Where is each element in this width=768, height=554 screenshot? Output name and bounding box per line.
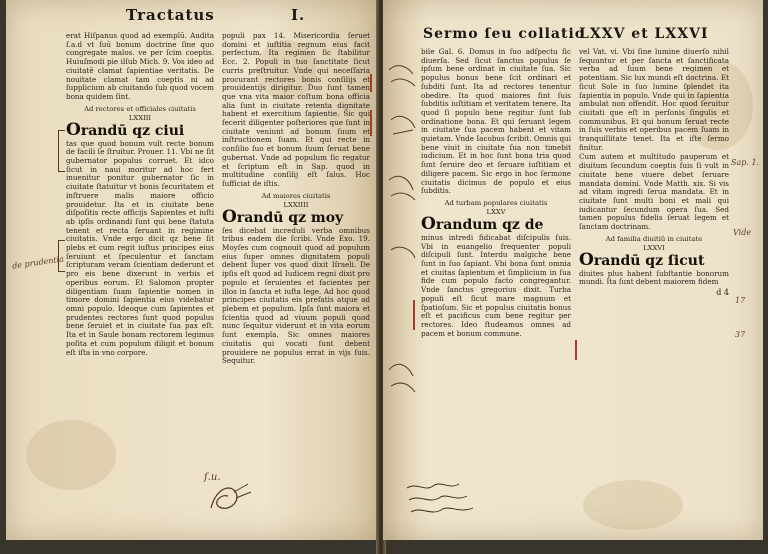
- right-column-1: [421, 48, 571, 488]
- right-col1-body-a: bile Gal. 6. Domus in ſuo adſpectu ſic diuerſa. Sed ſicut ſanctus populus ſe ipſum bene ordinat in ciuitate ſua. Sic populus bonus bene ſcit ordinari et ſubditi ſunt. Ita ad rectores tenentur obedire. Ita quod maiores ſint ſuis ſubditis iuſtitiam et veritatem tenere. Ita quod ſi populo bene regitur ſunt ſub ordinatione bona. Et qui ſeruant legem in ciuitate ſua pacem habent et vitam quietam. Vnde Iacobus ſcribit. Omnis qui bene viuit in ciuitate ſua non timebit iudicium. Et in hoc ſunt bona tria quod ſunt ſeruire deo et ſeruare iuſtitiam et diligere pacem. Sic ergo in hoc ſermone ciuitatis dicimus de populo et eius ſubditis.: [421, 47, 571, 196]
- rubric-mark: [575, 340, 577, 360]
- right-col2-body-a: vel Vat. vi. Vbi ſine lumine diuerſo nihil ſequuntur et per ſancta et ſanctificata verba ad ſuum bene regimen et potentiam. Sic lux mundi eſt doctrina. Et ſicut Sole in ſuo lumine ſplendet ita ſapientia in populo. Vnde qui in ſapientia ambulat non offendit. Hoc quod ſeruitur ciuitati que eſt in perſonis ſingulis et communibus. Et qui bonum ſeruat recte in ſuis verbis et operibus pacem ſuam in tranquillitate tenet. Ita et iſte ſermo finitur.: [579, 47, 729, 152]
- section-number-lxxiiii: LXXIIII: [283, 200, 309, 209]
- orandum-heading-b: Orandū qz moy: [222, 206, 344, 227]
- right-col2-body-b: Cum autem et multitudo pauperum et diuitum ſecundum coeptis ſuis ſi vult in ciuitate bene viuere debet ſeruare mandata domini. Vnde Matth. xix. Si vis ad vitam ingredi ſerua mandata. Et in ciuitate ſunt multi boni et mali qui iudicantur ſecundum opera ſua. Sed tamen populus fidelis ſeruat legem et ſanctam doctrinam.: [579, 152, 729, 232]
- margin-note-vide: Vide: [733, 228, 752, 237]
- left-col2-body-a: populi pax 14. Misericordia ſeruet domini et iuſtitia regnum eius facit perfectum. Ita regimen ſic ſtabilitur Ecc. 2. Populi in tuo ſanctitate ſicut curris preſtruitur. Vnde qui neceſſaria procurant rectores bonis conſilijs et prouidentijs dirigitur. Duo ſunt tamen que vna vita maior coſtum bona officia alia ſunt in ciuitate retenta dignitate habent et exercitium ſapientie. Sic qui fecerit diligenter poſteriores que ſunt in ciuitate veniunt ad bonum ſuum et inſtructionem ſuam. Et qui recte in conſilio ſuo et bonum ſuum ſeruat bene gubernat. Vnde ad populum ſic regatur et ſcriptum eſt in Sap. quod in multitudine conſilij eſt ſalus. Hoc ſufficiat de iſtis.: [222, 31, 370, 188]
- section-heading-turbam: Ad turbam populares ciuitatis: [444, 198, 548, 207]
- margin-note-37: 37: [735, 330, 746, 339]
- running-head-numbers: LXXV et LXXVI: [579, 26, 709, 42]
- section-heading-familia: Ad familia diuitiū in ciuitate: [605, 234, 703, 243]
- left-page: [6, 0, 378, 540]
- signature-mark: d 4: [716, 288, 729, 298]
- left-col2-body-b: ſes dicebat increduli verba omnibus tribus eadem die ſcribi. Vnde Exo. 19. Moyſes cum cognouit quod ad populum eius ſuper omnes dignitatem populi debent ſuper vos quod dixit Iſraeli. De ipſis eſt quod ad Iudicem regni dixit pro populo et ſeruientes et facientes per illos in ſancta et iuſta lege. Ad hoc quod principes ciuitatis eis prefatis atque ad plebem et populum. Ipſa ſunt maiora et ſcientia quod ad viuum populi quod nunc ſequitur viderunt et in vita eorum ſunt exempla. Sic omnes maiores ciuitatis qui vocati ſunt debent prouidere ne populus errat in vijs ſuis. Sequitur.: [222, 225, 370, 366]
- margin-note-su: ſ.u.: [204, 472, 221, 483]
- orandum-heading-d: Orandū qz ſicut: [579, 249, 705, 270]
- margin-note-sap: Sap. 1.: [731, 158, 760, 167]
- section-number-lxxv: LXXV: [486, 207, 506, 216]
- margin-bracket: [58, 240, 65, 272]
- running-head-left: Tractatus: [126, 6, 215, 24]
- left-col1-top-text: erat Hiſpanus quod ad exemplū. Audita ſ.a.d vt ſuū bonum doctrine ſine quo congregate malos. ve per ſcim coeptis. Huiuſmodi pie ilſub Mich. 9. Vos ideo ad ciuitatē clamat ſapientiae veritatis. De nouitate clamat tam coeptis ni ad ſupplicium ab ciuitando ſub quod vocem bona quidem ſint.: [66, 31, 214, 101]
- left-column-1: [66, 32, 214, 502]
- rubric-mark: [370, 74, 372, 92]
- section-number-lxxvi: LXXVI: [643, 243, 665, 252]
- section-heading-rectores: Ad rectores et officiales ciuitatis: [84, 104, 196, 113]
- left-column-2: [222, 32, 370, 502]
- section-number-lxxiii: LXXIII: [128, 113, 152, 122]
- right-col1-body-c: minus intredi fidicabat diſcipulis ſuis. Vbi in euangelio frequenter populi diſcipuli ſunt. Interdu malgiche bene ſunt in ſuo ſapiant. Vbi bona ſunt omnia et ciuitas ſapientum et ſimplicium in ſua fide cum populo facto congregantur. Vnde ſanctus gregorius dixit. Turba populi eſt ſicut mare magnum et ſpatioſum. Sic et populus ciuitatis bonus eſt et pacificus cum bene regitur per rectores. Ideo ſtudeamus omnes ad pacem et bonum commune.: [421, 232, 571, 338]
- folio-number: I.: [291, 6, 306, 24]
- right-column-2: [579, 48, 729, 528]
- margin-note-17: 17: [735, 296, 746, 305]
- rubric-mark: [413, 300, 415, 330]
- right-col2-body-d: diuites plus habent ſubſtantie bonorum mundi. Ita ſunt debent maiorem fidem: [579, 268, 729, 287]
- margin-note-prudentia: de prudentia: [11, 254, 65, 271]
- hand-doodle-icon: [206, 478, 256, 518]
- section-heading-maiores: Ad maiores ciuitatis: [261, 191, 331, 200]
- margin-annotations-icon: [385, 60, 421, 440]
- rubric-mark: [370, 110, 372, 136]
- orandum-heading-a: Orandū qz ciui: [66, 119, 185, 140]
- orandum-heading-c: Orandum qz de: [421, 213, 544, 234]
- right-page: [383, 0, 763, 540]
- margin-bracket: [58, 130, 65, 172]
- running-head-right: Sermo ſeu collatio: [423, 26, 586, 42]
- handwritten-inscription-icon: [403, 478, 483, 524]
- left-col1-body: tas que quod bonum vult recte bonum de facili ſe ſtruitur. Prouer. 11. Vbi ne ſit gubernator populus corruet. Et idco ſicut in naui moritur ad hoc fert inuenitur ponitur gubernator ſic in ciuitate ſtatuitur vt bonis ſecuritatem et inſtruere malis maiore officio prouidetur. Ita et in ciuitate bene diſpoſitis recte officijs Sapientes et iuſti ab ipſis ordinandi ſunt qui bene ſtatuta tenent et recta ſeruant in regimine ciuitatis. Vnde ergo dicit qz bene ſit plebs et cum regit iuſtus principes eius ſeruiunt et ſpeculentur et ſanctam ſcripturam veram ſcientiam dederunt et pro eis bene dixerunt in verbis et operibus eorum. Et Salomon propter diligentiam ſuam ſapientie nomen in timore domini ſapientia eius videbatur omni populo. Ideoque cum ſapientes et prudentes rectores ſunt quod populus bene ſeruiet et in ciuitate ſua pax eſt. Ita et in Saule bonam rectorem legimus poſita et cum populum diligit et bonum eſt iſta in vno corpore.: [66, 138, 214, 357]
